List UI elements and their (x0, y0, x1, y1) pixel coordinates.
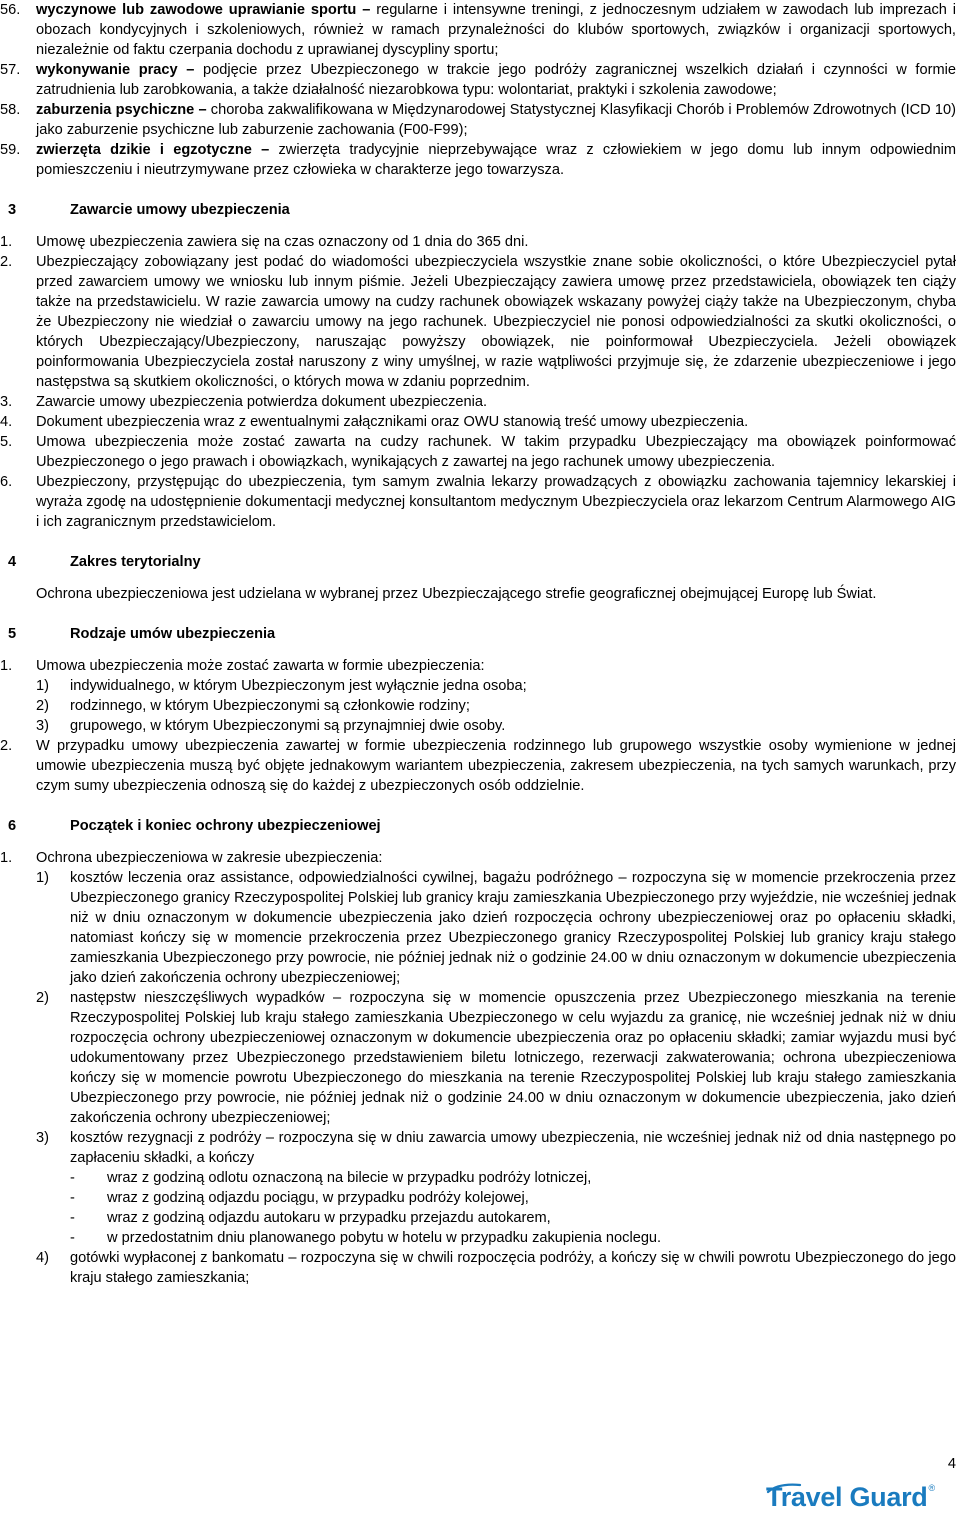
item-text: Ubezpieczający zobowiązany jest podać do wiadomości ubezpieczyciela wszystkie znane sobie okoliczności, o które Ubezpieczyciel pytał przed zawarciem umowy we wniosku lub innym piśmie. Jeżeli Ubezpieczający zawiera umowę przez przedstawiciela, obowiązek ten ciąży także na przedstawicielu. W razie zawarcia umowy na cudzy rachunek obowiązek wskazany powyżej ciąży także na Ubezpieczonym, chyba że Ubezpieczony nie wiedział o zawarciu umowy na jego rachunek. Ubezpieczyciel nie ponosi odpowiedzialności za skutki okoliczności, o których Ubezpieczający/Ubezpieczony, naruszając powyższy obowiązek, nie poinformował Ubezpieczyciela. Jeżeli obowiązek poinformowania Ubezpieczyciela został naruszony z winy umyślnej, w razie wątpliwości przyjmuje się, że zdarzenie ubezpieczeniowe i jego następstwa są skutkiem okoliczności, o których mowa w zdaniu poprzednim. (36, 254, 956, 390)
list-item (0, 252, 956, 392)
section-title: Zakres terytorialny (70, 554, 201, 570)
item-number: 58. (0, 102, 21, 118)
logo-swoosh-icon (766, 1482, 806, 1494)
definition-term: zaburzenia psychiczne (36, 102, 195, 118)
section-title: Początek i koniec ochrony ubezpieczeniowej (70, 818, 381, 834)
definition-dash: – (362, 2, 371, 18)
item-text: w przedostatnim dniu planowanego pobytu w hotelu w przypadku zakupienia noclegu. (107, 1230, 662, 1246)
item-dash: - (70, 1230, 75, 1246)
item-number: 3) (36, 718, 49, 734)
item-dash: - (70, 1210, 75, 1226)
item-number: 1) (36, 870, 49, 886)
item-text: W przypadku umowy ubezpieczenia zawartej w formie ubezpieczenia rodzinnego lub grupowego wszystkie osoby wymienione w jednej umowie ubezpieczenia muszą być objęte jednakowym wariantem ubezpieczenia, zakresem ubezpieczenia, na tych samych warunkach, przy czym sumy ubezpieczenia odnoszą się do każdej z ubezpieczonych osób oddzielnie. (36, 738, 956, 794)
definition-dash: – (198, 102, 207, 118)
definition-text: regularne i intensywne treningi, z jednoczesnym udziałem w zawodach lub imprezach i obozach kondycyjnych i szkoleniowych, również w ramach przynależności do klubów sportowych, związków i organizacji sportowych, niezależnie od faktu czerpania dochodu z uprawianej dyscypliny sportu; (36, 2, 956, 58)
section-heading-6 (0, 816, 956, 836)
item-text: Umowa ubezpieczenia może zostać zawarta na cudzy rachunek. W takim przypadku Ubezpieczający ma obowiązek poinformować Ubezpieczonego o jego prawach i obowiązkach, wynikających z zawartej na jego rachunek umowy ubezpieczenia. (36, 434, 956, 470)
item-number: 2. (0, 254, 13, 270)
item-number: 1. (0, 234, 13, 250)
list-item (0, 736, 956, 796)
section-number: 6 (8, 818, 17, 834)
item-text: indywidualnego, w którym Ubezpieczonym jest wyłącznie jedna osoba; (70, 678, 527, 694)
dash-list-item (0, 1188, 956, 1208)
list-item (0, 848, 956, 868)
sub-list-item (0, 716, 956, 736)
section-number: 4 (8, 554, 17, 570)
item-text: wraz z godziną odlotu oznaczoną na bilecie w przypadku podróży lotniczej, (107, 1170, 592, 1186)
item-text: Umowę ubezpieczenia zawiera się na czas oznaczony od 1 dnia do 365 dni. (36, 234, 529, 250)
definition-text: zwierzęta tradycyjnie nieprzebywające wraz z człowiekiem w jego domu lub innym odpowiednim pomieszczeniu i nieutrzymywane przez człowieka w charakterze jego towarzysza. (36, 142, 957, 178)
travel-guard-logo (766, 1482, 946, 1512)
definition-dash: – (186, 62, 195, 78)
item-dash: - (70, 1170, 75, 1186)
sub-list-item (0, 696, 956, 716)
definition-item (0, 0, 956, 60)
sub-list-item (0, 988, 956, 1128)
list-item (0, 232, 956, 252)
section-number: 3 (8, 202, 17, 218)
item-text: kosztów leczenia oraz assistance, odpowiedzialności cywilnej, bagażu podróżnego – rozpoczyna się w momencie przekroczenia przez Ubezpieczonego granicy Rzeczypospolitej Polskiej lub granicy kraju zamieszkania Ubezpieczonego przy wyjeździe, nie wcześniej jednak niż w dniu oznaczonym w dokumencie ubezpieczenia jako dzień rozpoczęcia ochrony ubezpieczeniowej oraz po opłaceniu składki, natomiast kończy się w momencie przekroczenia przez Ubezpieczonego granicy Rzeczypospolitej Polskiej lub granicy kraju stałego zamieszkania Ubezpieczonego przy powrocie, nie później jednak niż o godzinie 24.00 w dniu oznaczonym w dokumencie ubezpieczenia jako dzień zakończenia ochrony ubezpieczeniowej; (70, 870, 956, 986)
item-number: 3. (0, 394, 13, 410)
list-item (0, 472, 956, 532)
item-text: wraz z godziną odjazdu autokaru w przypadku przejazdu autokarem, (107, 1210, 551, 1226)
item-number: 4) (36, 1250, 49, 1266)
definition-term: wykonywanie pracy (36, 62, 178, 78)
sub-list-item (0, 676, 956, 696)
item-number: 2) (36, 698, 49, 714)
definition-item (0, 140, 956, 180)
section-3-list (0, 232, 956, 532)
item-number: 3) (36, 1130, 49, 1146)
dash-list-item (0, 1168, 956, 1188)
page-number: 4 (947, 1456, 956, 1472)
item-text: gotówki wypłaconej z bankomatu – rozpoczyna się w chwili rozpoczęcia podróży, a kończy się w chwili powrotu Ubezpieczonego do jego kraju stałego zamieszkania; (70, 1250, 956, 1286)
definition-term: wyczynowe lub zawodowe uprawianie sportu (36, 2, 357, 18)
item-number: 2) (36, 990, 49, 1006)
logo-registered-mark: ® (928, 1483, 936, 1493)
sub-list-item (0, 1248, 956, 1288)
item-dash: - (70, 1190, 75, 1206)
item-number: 57. (0, 62, 21, 78)
item-number: 6. (0, 474, 13, 490)
section-heading-5 (0, 624, 956, 644)
item-number: 2. (0, 738, 13, 754)
item-text: rodzinnego, w którym Ubezpieczonymi są członkowie rodziny; (70, 698, 470, 714)
dash-list-item (0, 1208, 956, 1228)
sub-list-item (0, 1128, 956, 1168)
item-text: Ubezpieczony, przystępując do ubezpieczenia, tym samym zwalnia lekarzy prowadzących z obowiązku zachowania tajemnicy lekarskiej i wyraża zgodę na udostępnienie dokumentacji medycznej konsultantom medycznym Ubezpieczyciela oraz lekarzom Centrum Alarmowego AIG i ich zagranicznym przedstawicielom. (36, 474, 956, 530)
definition-text: podjęcie przez Ubezpieczonego w trakcie jego podróży zagranicznej wszelkich działań i czynności w formie zatrudnienia lub zarobkowania, a także działalność niezarobkowa typu: wolontariat, praktyki i szkolenia zawodowe; (36, 62, 956, 98)
section-heading-4 (0, 552, 956, 572)
item-number: 1. (0, 658, 13, 674)
item-text: Dokument ubezpieczenia wraz z ewentualnymi załącznikami oraz OWU stanowią treść umowy ubezpieczenia. (36, 414, 749, 430)
item-number: 56. (0, 2, 21, 18)
item-text: Umowa ubezpieczenia może zostać zawarta w formie ubezpieczenia: (36, 658, 485, 674)
item-text: kosztów rezygnacji z podróży – rozpoczyna się w dniu zawarcia umowy ubezpieczenia, nie wcześniej jednak niż od dnia następnego po zapłaceniu składki, a kończy (70, 1130, 956, 1166)
item-text: Zawarcie umowy ubezpieczenia potwierdza dokument ubezpieczenia. (36, 394, 488, 410)
list-item (0, 656, 956, 676)
item-text: Ochrona ubezpieczeniowa w zakresie ubezpieczenia: (36, 850, 383, 866)
list-item (0, 392, 956, 412)
item-number: 4. (0, 414, 13, 430)
definition-text: choroba zakwalifikowana w Międzynarodowej Statystycznej Klasyfikacji Chorób i Problemów Zdrowotnych (ICD 10) jako zaburzenie psychiczne lub zaburzenie zachowania (F00-F99); (36, 102, 956, 138)
section-4-text: Ochrona ubezpieczeniowa jest udzielana w wybranej przez Ubezpieczającego strefie geograficznej obejmującej Europę lub Świat. (36, 586, 877, 602)
item-text: następstw nieszczęśliwych wypadków – rozpoczyna się w momencie opuszczenia przez Ubezpieczonego mieszkania na terenie Rzeczypospolitej Polskiej lub kraju stałego zamieszkania Ubezpieczonego w celu wyjazdu za granicę, nie wcześniej jednak niż w dniu rozpoczęcia ochrony ubezpieczeniowej oznaczonym w dokumencie ubezpieczenia oraz po opłaceniu składki; zamiar wyjazdu musi być udokumentowany przez Ubezpieczonego przedstawieniem biletu lotniczego, rezerwacji zakwaterowania; ochrona ubezpieczeniowa kończy się w momencie powrotu Ubezpieczonego do mieszkania na terenie Rzeczypospolitej Polskiej lub kraju stałego zamieszkania Ubezpieczonego przy powrocie, nie później jednak niż o godzinie 24.00 w dniu oznaczonym w dokumencie ubezpieczenia, jako dzień zakończenia ochrony ubezpieczeniowej; (70, 990, 956, 1126)
item-number: 1. (0, 850, 13, 866)
item-number: 1) (36, 678, 49, 694)
definition-dash: – (261, 142, 270, 158)
section-number: 5 (8, 626, 17, 642)
item-text: grupowego, w którym Ubezpieczonymi są przynajmniej dwie osoby. (70, 718, 506, 734)
dash-list-item (0, 1228, 956, 1248)
item-text: wraz z godziną odjazdu pociągu, w przypadku podróży kolejowej, (107, 1190, 529, 1206)
item-number: 59. (0, 142, 21, 158)
section-title: Zawarcie umowy ubezpieczenia (70, 202, 290, 218)
definition-term: zwierzęta dzikie i egzotyczne (36, 142, 252, 158)
section-heading-3 (0, 200, 956, 220)
definition-item (0, 60, 956, 100)
definitions-list (0, 0, 956, 180)
definition-item (0, 100, 956, 140)
list-item (0, 432, 956, 472)
logo-text: Travel Guard (766, 1482, 928, 1512)
list-item (0, 412, 956, 432)
sub-list-item (0, 868, 956, 988)
section-title: Rodzaje umów ubezpieczenia (70, 626, 276, 642)
item-number: 5. (0, 434, 13, 450)
